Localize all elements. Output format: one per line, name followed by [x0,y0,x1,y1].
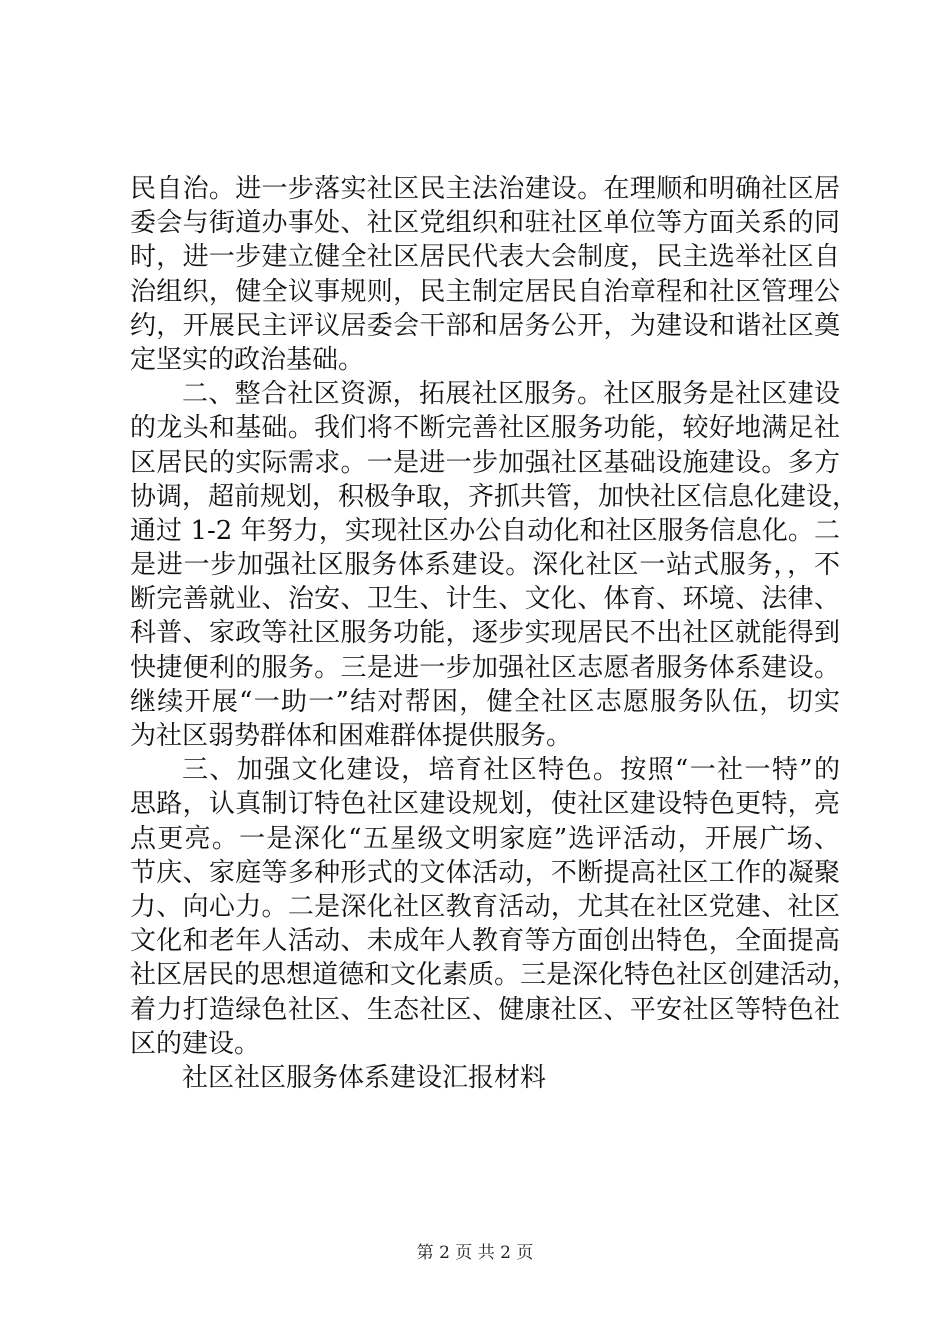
text-line: 定坚实的政治基础。 [130,344,365,375]
text-line: 社区居民的思想道德和文化素质。三是深化特色社区创建活动， [130,960,859,991]
document-closing-title: 社区社区服务体系建设汇报材料 [182,1062,547,1093]
text-line: 着力打造绿色社区、生态社区、健康社区、平安社区等特色社 [130,994,840,1025]
text-line: 时，进一步建立健全社区居民代表大会制度，民主选举社区自 [130,242,840,273]
text-line: 力、向心力。二是深化社区教育活动，尤其在社区党建、社区 [130,891,840,922]
text-line: 的龙头和基础。我们将不断完善社区服务功能，较好地满足社 [130,413,840,444]
text-line: 区居民的实际需求。一是进一步加强社区基础设施建设。多方 [130,447,840,478]
text-line: 协调，超前规划，积极争取，齐抓共管，加快社区信息化建设， [130,481,859,512]
text-line: 治组织，健全议事规则，民主制定居民自治章程和社区管理公 [130,276,840,307]
text-line: 通过 1-2 年努力，实现社区办公自动化和社区服务信息化。二 [130,515,840,546]
text-line: 约，开展民主评议居委会干部和居务公开，为建设和谐社区奠 [130,310,840,341]
section-three-heading-line: 三、加强文化建设，培育社区特色。按照“一社一特”的 [182,755,840,786]
text-line: 断完善就业、治安、卫生、计生、文化、体育、环境、法律、 [130,584,840,615]
text-line: 快捷便利的服务。三是进一步加强社区志愿者服务体系建设。 [130,652,840,683]
text-line: 科普、家政等社区服务功能，逐步实现居民不出社区就能得到 [130,618,840,649]
text-line: 委会与街道办事处、社区党组织和驻社区单位等方面关系的同 [130,208,840,239]
text-line: 为社区弱势群体和困难群体提供服务。 [130,721,573,751]
section-two-heading-line: 二、整合社区资源，拓展社区服务。社区服务是社区建设 [182,379,840,410]
text-line: 区的建设。 [130,1028,261,1059]
text-line: 是进一步加强社区服务体系建设。深化社区一站式服务，，不 [130,550,840,581]
text-line: 民自治。进一步落实社区民主法治建设。在理顺和明确社区居 [130,174,840,204]
document-body [130,172,859,1095]
text-line: 点更亮。一是深化“五星级文明家庭”选评活动，开展广场、 [130,823,840,854]
text-line: 文化和老年人活动、未成年人教育等方面创出特色，全面提高 [130,926,840,957]
text-line: 继续开展“一助一”结对帮困，健全社区志愿服务队伍，切实 [130,686,840,717]
text-line: 节庆、家庭等多种形式的文体活动，不断提高社区工作的凝聚 [130,857,840,888]
text-line: 思路，认真制订特色社区建设规划，使社区建设特色更特，亮 [130,789,840,820]
page-number-footer: 第 2 页 共 2 页 [416,1243,534,1263]
